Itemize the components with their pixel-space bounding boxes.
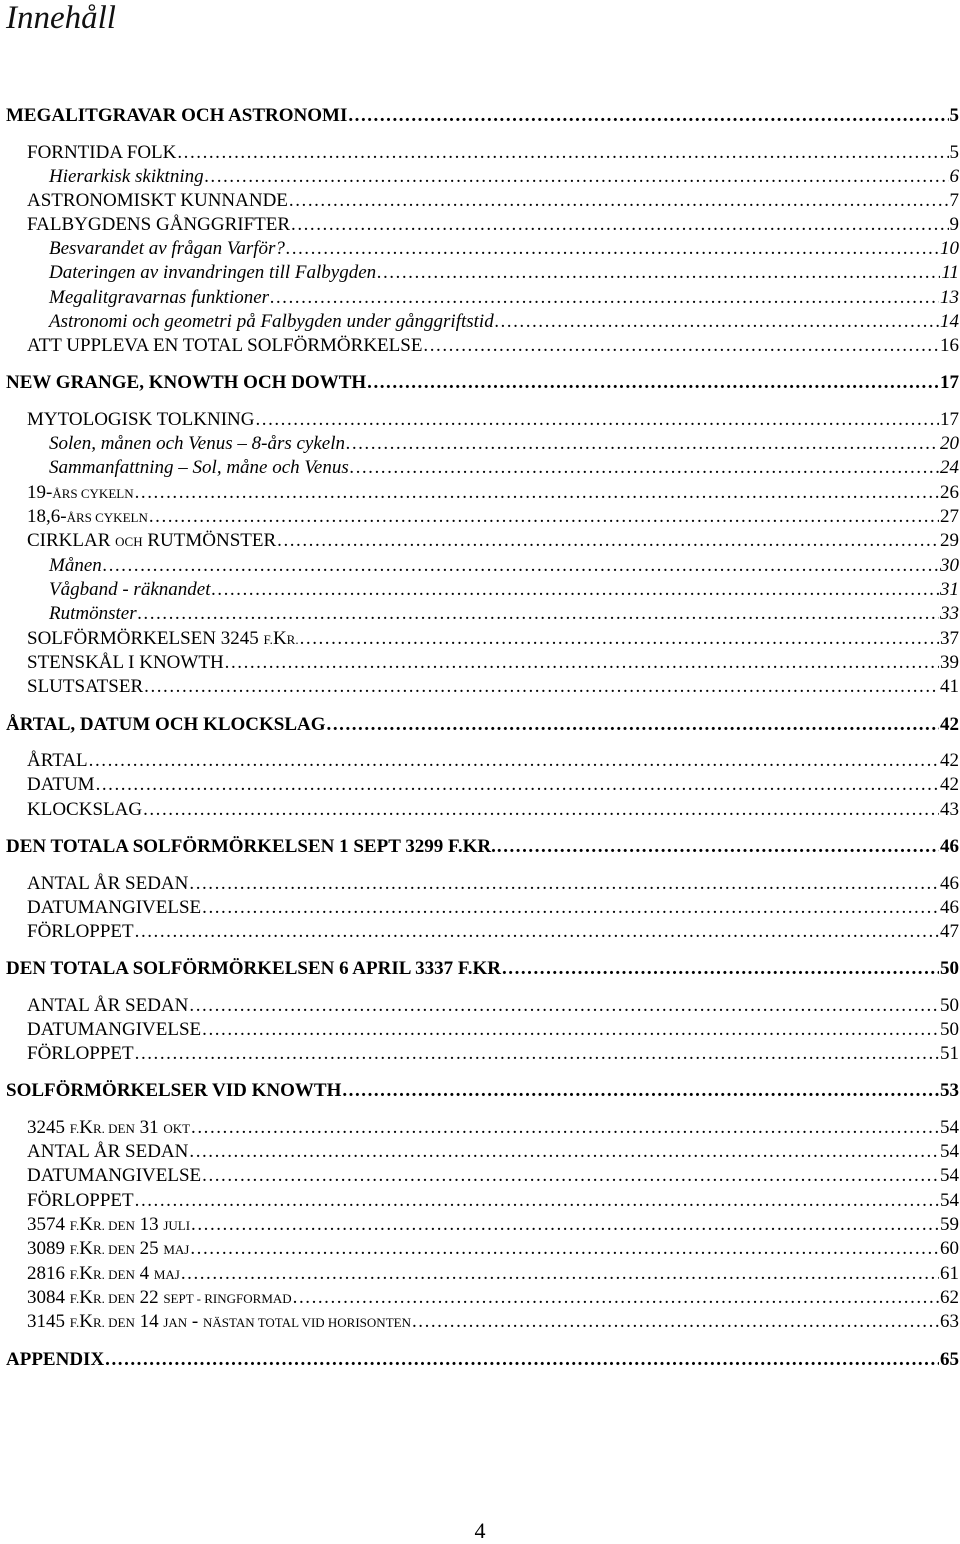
toc-entry-title-part: -: [187, 1311, 203, 1332]
toc-page-number: 46: [940, 873, 959, 894]
toc-entry-title-part: F.: [69, 1242, 80, 1257]
toc-leader-dots: [300, 627, 939, 651]
toc-page-number: 17: [940, 372, 959, 393]
toc-leader-dots: [346, 432, 939, 456]
toc-entry-title-part: R. DEN: [92, 1291, 135, 1306]
toc-entry-title: [49, 432, 345, 456]
toc-entry-title: [49, 602, 137, 626]
toc-leader-dots: [277, 529, 939, 553]
toc-entry-title-part: Sammanfattning – Sol, måne och Venus: [49, 457, 349, 478]
toc-entry-title-part: K: [79, 1238, 93, 1259]
toc-entry-title: [27, 675, 143, 699]
toc-entry-title-part: F.: [69, 1315, 80, 1330]
toc-entry-title-part: STENSKÅL I KNOWTH: [27, 652, 224, 673]
toc-entry-title-part: R.: [286, 632, 299, 647]
toc-entry-title-part: FALBYGDENS GÅNGGRIFTER: [27, 214, 291, 235]
toc-entry-title: [27, 1213, 190, 1238]
toc-entry[interactable]: [49, 578, 959, 602]
toc-entry[interactable]: [27, 1042, 959, 1066]
toc-entry-title-part: 22: [134, 1287, 164, 1308]
toc-entry-title-part: Astronomi och geometri på Falbygden under gånggriftstid: [49, 311, 494, 332]
toc-leader-dots: [189, 1140, 939, 1164]
toc-leader-dots: [189, 994, 939, 1018]
toc-entry-title: [27, 529, 276, 554]
toc-entry[interactable]: [27, 1213, 959, 1237]
toc-entry-title-part: R. DEN: [92, 1218, 135, 1233]
toc-entry-title-part: DATUMANGIVELSE: [27, 1165, 202, 1186]
toc-entry[interactable]: [49, 261, 959, 285]
toc-entry-title-part: RUTMÖNSTER: [142, 530, 277, 551]
toc-leader-dots: [135, 1042, 939, 1066]
toc-entry[interactable]: [49, 310, 959, 334]
toc-entry-title: [27, 141, 176, 165]
toc-leader-dots: [189, 872, 939, 896]
toc-entry-title: [27, 872, 188, 896]
toc-entry-title-part: KLOCKSLAG: [27, 799, 143, 820]
toc-entry-title-part: FÖRLOPPET: [27, 921, 134, 942]
toc-entry[interactable]: [27, 1237, 959, 1261]
toc-entry[interactable]: [27, 1310, 959, 1334]
toc-entry[interactable]: [27, 1189, 959, 1213]
toc-page-number: 50: [940, 958, 959, 979]
toc-entry-title-part: 19-: [27, 482, 53, 503]
toc-entry-title: [27, 651, 224, 675]
toc-entry[interactable]: [27, 675, 959, 699]
toc-entry-title-part: K: [79, 1214, 93, 1235]
toc-entry[interactable]: [27, 994, 959, 1018]
toc-entry[interactable]: [49, 456, 959, 480]
toc-entry-title-part: SOLFÖRMÖRKELSER VID KNOWTH: [6, 1080, 342, 1101]
toc-entry-title-part: FORNTIDA FOLK: [27, 142, 177, 163]
toc-entry-title-part: F.: [69, 1267, 80, 1282]
toc-entry-title-part: SLUTSATSER: [27, 676, 144, 697]
toc-entry-title: [6, 1348, 104, 1372]
toc-entry-title: [27, 189, 288, 213]
toc-entry-title-part: ÅRTAL, DATUM OCH KLOCKSLAG: [6, 714, 326, 735]
toc-leader-dots: [205, 165, 949, 189]
toc-entry-title-part: APPENDIX: [6, 1349, 105, 1370]
toc-entry-title-part: K: [79, 1287, 93, 1308]
toc-entry-title: [6, 1079, 341, 1103]
toc-leader-dots: [181, 1262, 939, 1286]
toc-entry-title-part: ANTAL ÅR SEDAN: [27, 1141, 189, 1162]
toc-entry-title-part: 3084: [27, 1287, 70, 1308]
toc-entry[interactable]: [6, 1079, 959, 1103]
toc-page-number: 5: [949, 105, 959, 126]
toc-entry-title-part: 3574: [27, 1214, 70, 1235]
toc-leader-dots: [502, 957, 939, 981]
toc-entry-title-part: F.: [69, 1121, 80, 1136]
toc-entry[interactable]: [27, 896, 959, 920]
toc-leader-dots: [202, 896, 939, 920]
toc-entry[interactable]: [27, 481, 959, 505]
toc-page-number: 60: [940, 1238, 959, 1259]
toc-page-number: 30: [940, 555, 959, 576]
toc-page-number: 24: [940, 457, 959, 478]
toc-page-number: 9: [949, 214, 959, 235]
toc-entry[interactable]: [27, 213, 959, 237]
toc-entry[interactable]: [49, 432, 959, 456]
toc-leader-dots: [255, 408, 939, 432]
toc-page-number: 10: [940, 238, 959, 259]
toc-entry-title: [27, 896, 201, 920]
toc-entry-title: [49, 554, 102, 578]
toc-entry-title: [6, 104, 347, 128]
toc-entry-title-part: Rutmönster: [49, 603, 137, 624]
toc-entry-title-part: K: [272, 628, 287, 649]
toc-entry[interactable]: [6, 713, 959, 737]
toc-page-number: 33: [940, 603, 959, 624]
toc-entry[interactable]: [49, 602, 959, 626]
toc-entry-title: [49, 310, 494, 334]
toc-entry-title-part: 3245: [27, 1117, 70, 1138]
toc-leader-dots: [289, 189, 949, 213]
toc-page-number: 46: [940, 836, 959, 857]
toc-entry-title: [27, 749, 88, 773]
toc-leader-dots: [423, 334, 939, 358]
toc-entry-title: [27, 1140, 188, 1164]
toc-entry[interactable]: [49, 286, 959, 310]
toc-leader-dots: [103, 554, 939, 578]
toc-page-number: 62: [940, 1287, 959, 1308]
toc-page-number: 42: [940, 774, 959, 795]
toc-entry-title-part: ÅRTAL: [27, 750, 88, 771]
toc-page-number: 11: [941, 262, 959, 283]
toc-entry-title-part: NÄSTAN TOTAL VID HORISONTEN: [203, 1315, 411, 1330]
page-heading: Innehåll: [6, 0, 116, 36]
toc-entry-title-part: SOLFÖRMÖRKELSEN 3245: [27, 628, 264, 649]
toc-page-number: 6: [949, 166, 959, 187]
toc-leader-dots: [177, 141, 948, 165]
toc-leader-dots: [211, 578, 939, 602]
toc-entry-title: [27, 1310, 411, 1335]
toc-entry[interactable]: [49, 165, 959, 189]
toc-entry-title-part: FÖRLOPPET: [27, 1190, 134, 1211]
toc-entry[interactable]: [49, 554, 959, 578]
toc-page-number: 42: [940, 714, 959, 735]
toc-page-number: 54: [940, 1117, 959, 1138]
toc-entry[interactable]: [27, 1018, 959, 1042]
toc-leader-dots: [96, 773, 939, 797]
toc-page-number: 61: [940, 1263, 959, 1284]
toc-entry-title-part: DATUMANGIVELSE: [27, 1019, 202, 1040]
toc-entry[interactable]: [27, 920, 959, 944]
toc-entry-title-part: 14: [134, 1311, 164, 1332]
toc-entry-title-part: MAJ: [163, 1242, 190, 1257]
toc-leader-dots: [350, 456, 939, 480]
toc-leader-dots: [225, 651, 939, 675]
toc-entry-title: [27, 1018, 201, 1042]
toc-page-number: 50: [940, 995, 959, 1016]
toc-entry-title: [27, 994, 188, 1018]
toc-entry-title-part: 31: [134, 1117, 164, 1138]
toc-leader-dots: [202, 1164, 939, 1188]
toc-entry-title-part: CIRKLAR: [27, 530, 116, 551]
toc-entry[interactable]: [6, 104, 959, 128]
toc-page-number: 16: [940, 335, 959, 356]
toc-entry[interactable]: [6, 1348, 959, 1372]
toc-entry-title-part: OCH: [115, 534, 143, 549]
toc-leader-dots: [497, 835, 939, 859]
toc-page-number: 59: [940, 1214, 959, 1235]
toc-entry-title-part: F.: [69, 1291, 80, 1306]
toc-entry-title: [27, 481, 134, 506]
toc-entry-title: [49, 286, 269, 310]
toc-leader-dots: [327, 713, 939, 737]
toc-leader-dots: [412, 1310, 939, 1334]
toc-leader-dots: [377, 261, 940, 285]
toc-entry-title-part: F.: [69, 1218, 80, 1233]
toc-entry-title: [49, 261, 376, 285]
toc-entry[interactable]: [27, 651, 959, 675]
toc-page-number: 14: [940, 311, 959, 332]
toc-page-number: 37: [940, 628, 959, 649]
toc-leader-dots: [135, 481, 939, 505]
toc-leader-dots: [286, 237, 939, 261]
toc-entry-title-part: R. DEN: [92, 1315, 135, 1330]
toc-entry-title-part: R. DEN: [92, 1242, 135, 1257]
toc-entry-title: [49, 165, 204, 189]
toc-page-number: 54: [940, 1165, 959, 1186]
toc-page-number: 54: [940, 1190, 959, 1211]
toc-entry[interactable]: [27, 1262, 959, 1286]
toc-entry-title-part: 3145: [27, 1311, 70, 1332]
toc-entry-title-part: SEPT - RINGFORMAD: [163, 1291, 292, 1306]
toc-entry[interactable]: [27, 749, 959, 773]
toc-entry-title: [27, 213, 290, 237]
toc-page-number: 26: [940, 482, 959, 503]
toc-entry-title: [27, 334, 422, 358]
toc-entry-title-part: FÖRLOPPET: [27, 1043, 134, 1064]
toc-entry-title: [27, 798, 142, 822]
toc-entry-title-part: 4: [134, 1263, 154, 1284]
toc-entry[interactable]: [27, 529, 959, 553]
toc-leader-dots: [291, 213, 948, 237]
toc-entry[interactable]: [27, 334, 959, 358]
toc-entry-title-part: Megalitgravarnas funktioner: [49, 287, 270, 308]
toc-entry-title-part: OKT: [163, 1121, 191, 1136]
toc-entry[interactable]: [6, 835, 959, 859]
toc-entry[interactable]: [27, 1164, 959, 1188]
toc-leader-dots: [348, 104, 948, 128]
toc-entry-title: [6, 957, 501, 981]
toc-leader-dots: [191, 1116, 939, 1140]
toc-page-number: 47: [940, 921, 959, 942]
toc-entry-title: [27, 1116, 190, 1141]
toc-entry-title-part: 3089: [27, 1238, 70, 1259]
toc-entry-title: [27, 1189, 134, 1213]
toc-entry-title: [27, 1262, 180, 1287]
toc-page-number: 13: [940, 287, 959, 308]
toc-page-number: 50: [940, 1019, 959, 1040]
toc-page-number: 7: [949, 190, 959, 211]
toc-entry-title: [27, 920, 134, 944]
toc-entry[interactable]: [27, 1140, 959, 1164]
page-number: 4: [474, 1518, 486, 1543]
toc-entry-title-part: K: [79, 1263, 93, 1284]
toc-page-number: 20: [940, 433, 959, 454]
toc-entry[interactable]: [27, 189, 959, 213]
toc-entry-title: [49, 237, 285, 261]
toc-entry-title: [27, 1237, 189, 1262]
toc-page-number: 17: [940, 409, 959, 430]
toc-leader-dots: [138, 602, 939, 626]
toc-page-number: 63: [940, 1311, 959, 1332]
toc-entry-title-part: F.: [263, 632, 273, 647]
toc-entry-title-part: JULI: [163, 1218, 191, 1233]
toc-leader-dots: [367, 371, 939, 395]
toc-entry[interactable]: [27, 1116, 959, 1140]
toc-leader-dots: [89, 749, 939, 773]
toc-entry-title-part: MAJ: [153, 1267, 180, 1282]
toc-entry[interactable]: [27, 505, 959, 529]
toc-entry-title-part: ANTAL ÅR SEDAN: [27, 995, 189, 1016]
toc-page-number: 54: [940, 1141, 959, 1162]
toc-leader-dots: [135, 920, 939, 944]
toc-entry-title: [6, 713, 326, 737]
toc-entry-title: [27, 505, 148, 530]
toc-page-number: 39: [940, 652, 959, 673]
toc-page-number: 29: [940, 530, 959, 551]
toc-entry-title-part: R. DEN: [92, 1121, 135, 1136]
toc-entry-title: [6, 835, 496, 859]
toc-entry-title-part: ÅRS CYKELN: [66, 510, 148, 525]
toc-page-number: 46: [940, 897, 959, 918]
toc-entry[interactable]: [6, 371, 959, 395]
toc-page-number: 65: [940, 1349, 959, 1370]
toc-entry-title: [27, 1286, 292, 1311]
toc-entry[interactable]: [49, 237, 959, 261]
toc-leader-dots: [191, 1213, 939, 1237]
toc-page-number: 27: [940, 506, 959, 527]
toc-entry[interactable]: [27, 872, 959, 896]
toc-entry-title-part: 25: [134, 1238, 164, 1259]
toc-entry-title-part: DATUMANGIVELSE: [27, 897, 202, 918]
toc-leader-dots: [135, 1189, 939, 1213]
toc-leader-dots: [342, 1079, 939, 1103]
toc-entry[interactable]: [27, 141, 959, 165]
toc-entry-title-part: MYTOLOGISK TOLKNING: [27, 409, 255, 430]
toc-entry-title-part: R. DEN: [92, 1267, 135, 1282]
toc-entry-title: [49, 456, 349, 480]
toc-page-number: 42: [940, 750, 959, 771]
toc-entry-title-part: NEW GRANGE, KNOWTH OCH DOWTH: [6, 372, 367, 393]
toc-entry-title-part: 18,6-: [27, 506, 67, 527]
toc-entry-title: [27, 627, 299, 652]
toc-page-number: 41: [940, 676, 959, 697]
toc-entry-title-part: K: [79, 1311, 93, 1332]
toc-page-number: 43: [940, 799, 959, 820]
toc-entry-title-part: DATUM: [27, 774, 95, 795]
toc-leader-dots: [149, 505, 939, 529]
toc-entry-title-part: ASTRONOMISKT KUNNANDE: [27, 190, 288, 211]
toc-entry-title-part: ÅRS CYKELN: [52, 486, 134, 501]
toc-entry-title: [27, 1164, 201, 1188]
toc-page-number: 51: [940, 1043, 959, 1064]
toc-page-number: 31: [940, 579, 959, 600]
toc-page-number: 5: [949, 142, 959, 163]
toc-entry-title: [6, 371, 366, 395]
toc-entry-title-part: MEGALITGRAVAR OCH ASTRONOMI: [6, 105, 348, 126]
toc-entry-title: [27, 1042, 134, 1066]
toc-entry[interactable]: [27, 1286, 959, 1310]
toc-leader-dots: [270, 286, 939, 310]
toc-entry[interactable]: [6, 957, 959, 981]
toc-entry-title-part: DEN TOTALA SOLFÖRMÖRKELSEN 6 APRIL 3337 F.KR: [6, 958, 501, 979]
toc-leader-dots: [143, 798, 939, 822]
toc-entry-title-part: 2816: [27, 1263, 70, 1284]
toc-entry-title-part: Dateringen av invandringen till Falbygden: [49, 262, 377, 283]
toc-entry-title-part: Besvarandet av frågan Varför?: [49, 238, 285, 259]
toc-entry-title: [27, 408, 254, 432]
toc-entry-title-part: 13: [134, 1214, 164, 1235]
toc-entry-title-part: Hierarkisk skiktning: [49, 166, 204, 187]
toc-entry-title-part: ANTAL ÅR SEDAN: [27, 873, 189, 894]
toc-page-number: 53: [940, 1080, 959, 1101]
toc-entry[interactable]: [27, 408, 959, 432]
toc-leader-dots: [105, 1348, 939, 1372]
toc-entry[interactable]: [27, 627, 959, 651]
toc-entry[interactable]: [27, 798, 959, 822]
toc-entry-title-part: ATT UPPLEVA EN TOTAL SOLFÖRMÖRKELSE: [27, 335, 423, 356]
toc-leader-dots: [190, 1237, 939, 1261]
toc-entry-title-part: Solen, månen och Venus – 8-års cykeln: [49, 433, 346, 454]
toc-leader-dots: [144, 675, 939, 699]
toc-entry-title-part: Månen: [49, 555, 102, 576]
toc-entry-title-part: JAN: [163, 1315, 188, 1330]
toc-leader-dots: [202, 1018, 939, 1042]
toc-entry-title-part: DEN TOTALA SOLFÖRMÖRKELSEN 1 SEPT 3299 F.KR.: [6, 836, 496, 857]
toc-entry[interactable]: [27, 773, 959, 797]
toc-leader-dots: [293, 1286, 939, 1310]
toc-entry-title: [49, 578, 210, 602]
toc-entry-title-part: K: [79, 1117, 93, 1138]
toc-entry-title-part: Vågband - räknandet: [49, 579, 211, 600]
toc-leader-dots: [495, 310, 939, 334]
toc-entry-title: [27, 773, 95, 797]
